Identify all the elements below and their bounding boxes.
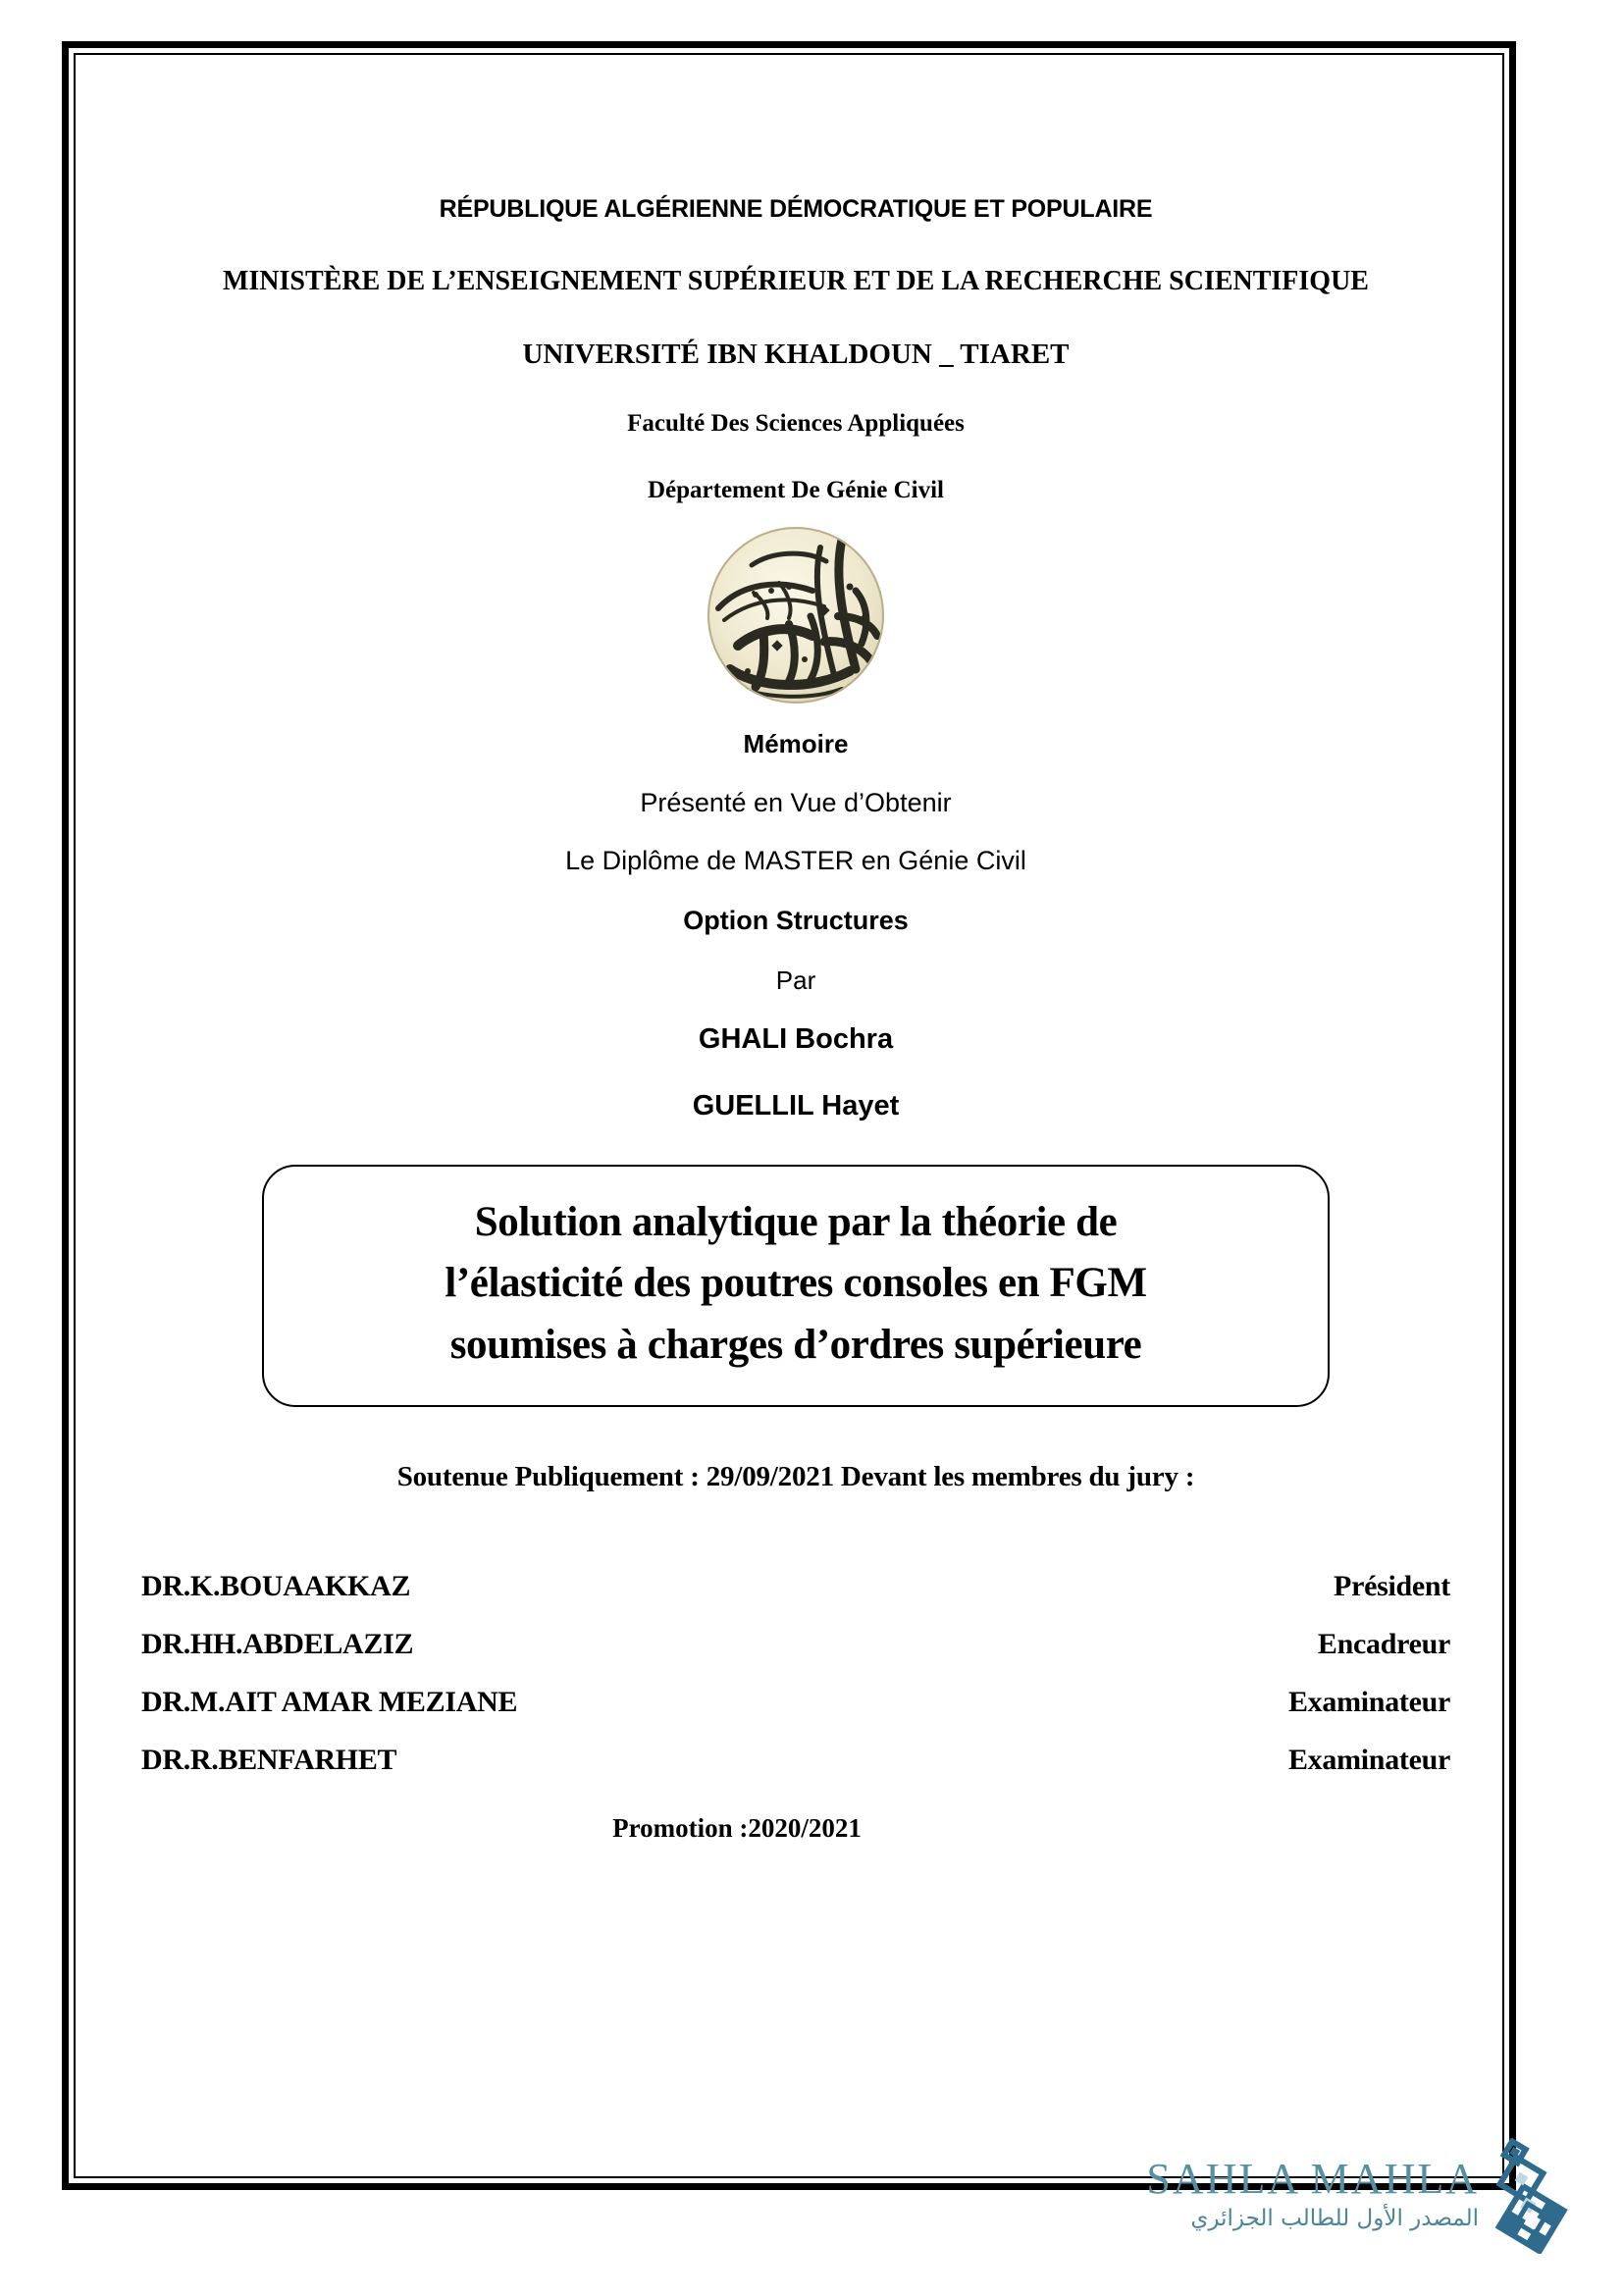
thesis-title-line-2: l’élasticité des poutres consoles en FGM (445, 1260, 1147, 1307)
republic-heading: RÉPUBLIQUE ALGÉRIENNE DÉMOCRATIQUE ET POPULAIRE (439, 195, 1153, 223)
university-seal-icon (695, 522, 897, 708)
watermark-subtitle: المصدر الأول للطالب الجزائري (1190, 2206, 1479, 2232)
watermark-text-block (1124, 2155, 1485, 2233)
jury-member-role-4: Examinateur (1287, 1744, 1450, 1777)
jury-member-name-4: DR.R.BENFARHET (141, 1744, 397, 1777)
defense-date-line: Soutenue Publiquement : 29/09/2021 Devant les membres du jury : (396, 1461, 1195, 1493)
jury-member-role-2: Encadreur (1317, 1628, 1450, 1661)
university-heading: UNIVERSITÉ IBN KHALDOUN _ TIARET (522, 339, 1070, 370)
table-row (120, 1570, 1472, 1628)
table-row (120, 1686, 1472, 1744)
jury-member-name-3: DR.M.AIT AMAR MEZIANE (141, 1686, 518, 1719)
faculty-heading: Faculté Des Sciences Appliquées (627, 410, 965, 437)
promotion-label: Promotion :2020/2021 (612, 1813, 862, 1844)
thesis-title-line-1: Solution analytique par la théorie de (474, 1199, 1118, 1246)
jury-members-table (120, 1570, 1472, 1801)
table-row (120, 1628, 1472, 1686)
thesis-title-line-3: soumises à charges d’ordres supérieure (449, 1321, 1142, 1368)
sahla-mahla-watermark (1124, 2134, 1575, 2257)
cover-page-content (69, 48, 1523, 2197)
diploma-label: Le Diplôme de MASTER en Génie Civil (565, 846, 1026, 876)
jury-member-name-1: DR.K.BOUAAKKAZ (141, 1570, 411, 1603)
option-label: Option Structures (683, 905, 909, 935)
thesis-title-box (262, 1165, 1330, 1407)
author-name-1: GHALI Bochra (698, 1023, 894, 1056)
memoire-label: Mémoire (743, 729, 849, 758)
university-seal-wrapper (120, 522, 1472, 708)
department-heading: Département De Génie Civil (647, 477, 944, 503)
jury-member-role-3: Examinateur (1287, 1686, 1450, 1719)
jury-member-name-2: DR.HH.ABDELAZIZ (141, 1628, 414, 1661)
author-name-2: GUELLIL Hayet (692, 1090, 900, 1122)
jury-member-role-1: Président (1334, 1570, 1450, 1603)
watermark-title: SAHLA MAHLA (1146, 2155, 1479, 2204)
presented-label: Présenté en Vue d’Obtenir (640, 787, 952, 817)
by-label: Par (775, 965, 816, 995)
ministry-heading: MINISTÈRE DE L’ENSEIGNEMENT SUPÉRIEUR ET DE LA RECHERCHE SCIENTIFIQUE (222, 266, 1369, 296)
sahla-mahla-diamond-logo-icon (1485, 2138, 1575, 2254)
page-border-frame (62, 41, 1516, 2190)
table-row (120, 1744, 1472, 1801)
